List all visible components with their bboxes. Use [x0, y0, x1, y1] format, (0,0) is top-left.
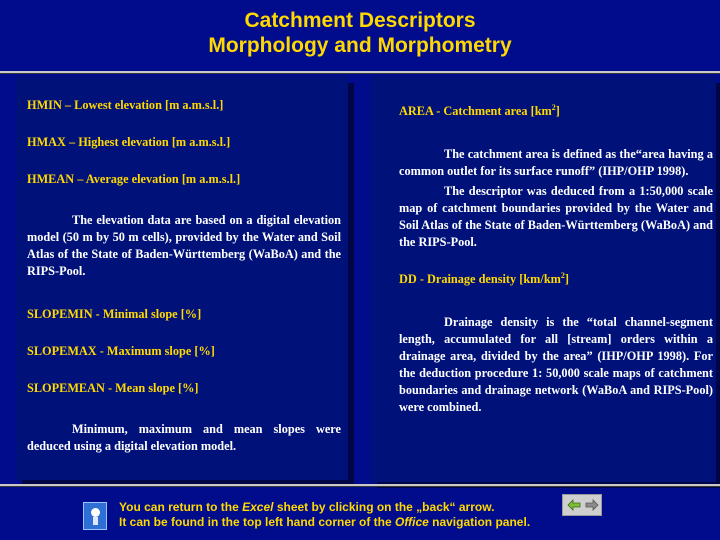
title-line-1: Catchment Descriptors [244, 9, 476, 32]
bottom-divider [0, 484, 720, 487]
footer-line-1-b: sheet by clicking on the „back“ arrow. [273, 500, 495, 514]
dd-heading-text: DD - Drainage density [km/km [399, 272, 561, 286]
footer-excel-word: Excel [242, 500, 274, 514]
info-bulb-icon [83, 502, 107, 530]
elevation-text: The elevation data are based on a digital elevation model (50 m by 50 m cells), provided by the Water and Soil Atlas of the State of Baden-Württemberg (WaBoA) and the RIPS-Pool. [27, 213, 341, 278]
footer-office-word: Office [395, 515, 429, 529]
slide-title [0, 8, 720, 58]
footer-line-2-a: It can be found in the top left hand corner of the [119, 515, 395, 529]
area-source: The descriptor was deduced from a 1:50,000 scale map of catchment boundaries provided by the Water and Soil Atlas of the State of Baden-Württemberg (WaBoA) and the RIPS-Pool. [399, 184, 713, 249]
drainage-density-heading [399, 271, 713, 288]
slopemean-heading: SLOPEMEAN - Mean slope [%] [27, 381, 199, 395]
left-column [27, 97, 341, 455]
footer-line-2-b: navigation panel. [428, 515, 531, 529]
slopemax-heading: SLOPEMAX - Maximum slope [%] [27, 344, 215, 358]
forward-arrow-icon[interactable] [585, 498, 599, 512]
hmean-heading: HMEAN – Average elevation [m a.m.s.l.] [27, 172, 241, 186]
top-divider [0, 71, 720, 74]
footer-line-2 [119, 515, 679, 530]
area-heading-text: AREA - Catchment area [km [399, 104, 552, 118]
dd-heading-sup: 2 [560, 270, 565, 280]
right-column [399, 103, 713, 416]
hmin-heading: HMIN – Lowest elevation [m a.m.s.l.] [27, 98, 224, 112]
dd-heading-end: ] [564, 272, 570, 286]
area-heading-end: ] [555, 104, 560, 118]
navigation-panel [562, 494, 602, 516]
slopemin-heading: SLOPEMIN - Minimal slope [%] [27, 307, 202, 321]
area-definition: The catchment area is defined as the“area having a common outlet for its surface runoff” (IHP/OHP 1998). [399, 147, 713, 178]
footer-line-1-a: You can return to the [119, 500, 243, 514]
area-heading [399, 103, 713, 120]
area-heading-sup: 2 [551, 102, 556, 112]
back-arrow-icon[interactable] [567, 498, 581, 512]
title-line-2: Morphology and Morphometry [208, 34, 512, 57]
slope-text: Minimum, maximum and mean slopes were deduced using a digital elevation model. [27, 422, 341, 453]
hmax-heading: HMAX – Highest elevation [m a.m.s.l.] [27, 135, 231, 149]
drainage-density-text: Drainage density is the “total channel-segment length, accumulated for all [stream] orders within a drainage area, divided by the area” (IHP/OHP 1998). For the deduction procedure 1: 50,000 scale maps of catchment boundaries and drainage network (WaBoA and RIPS-Pool) were combined. [399, 315, 713, 414]
